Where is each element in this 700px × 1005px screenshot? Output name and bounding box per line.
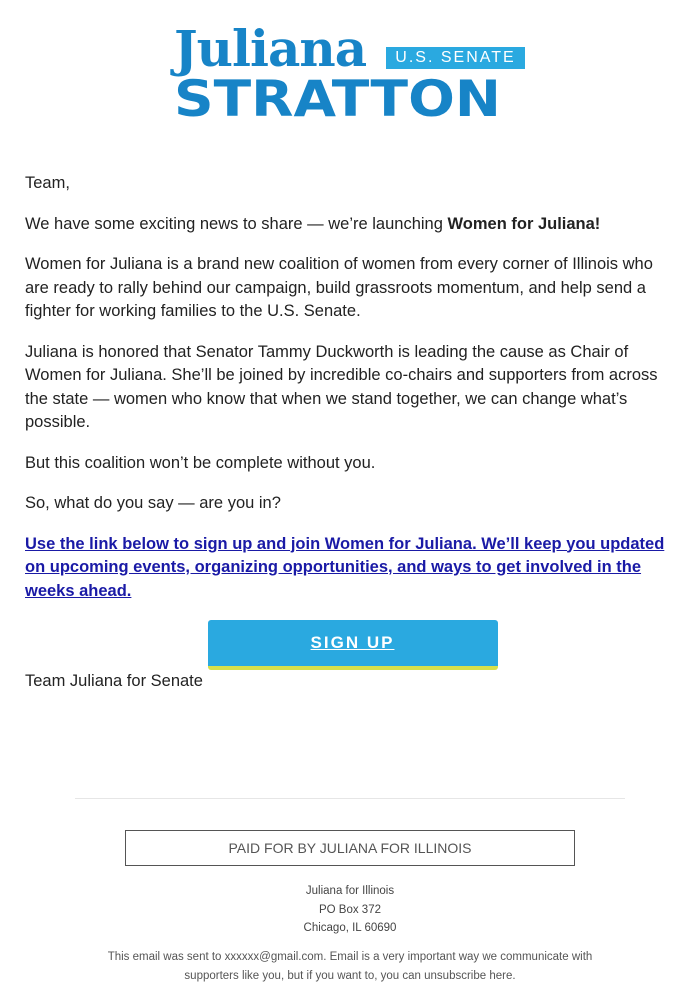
- paragraph-coalition: Women for Juliana is a brand new coalition of women from every corner of Illinois who are ready to rally behind our campaign, build grassroots momentum, and help send a fighter for working families to the U.S. Senate.: [25, 255, 653, 320]
- signup-link[interactable]: Use the link below to sign up and join Women for Juliana. We’ll keep you updated on upcoming events, organizing opportunities, and ways to get involved in the weeks ahead.: [25, 534, 665, 600]
- address-line-box: PO Box 372: [318, 903, 381, 916]
- logo-senate-badge: U.S. SENATE: [386, 47, 525, 69]
- signoff: Team Juliana for Senate: [25, 672, 203, 690]
- paid-for-disclaimer: PAID FOR BY JULIANA FOR ILLINOIS: [125, 830, 575, 866]
- campaign-logo: [174, 19, 529, 130]
- logo-first-name: Juliana: [174, 19, 367, 78]
- paragraph-complete: But this coalition won’t be complete without you.: [25, 453, 376, 472]
- button-container: [25, 620, 680, 670]
- sign-up-button[interactable]: SIGN UP: [208, 620, 498, 670]
- paragraph-chair: Juliana is honored that Senator Tammy Duckworth is leading the cause as Chair of Women for Juliana. She’ll be joined by incredible co-chairs and supporters from across the state — women who know that when we stand together, we can change what’s possible.: [25, 342, 658, 431]
- paragraph-announcement: [25, 213, 680, 237]
- announcement-text: We have some exciting news to share — we’re launching: [25, 214, 448, 233]
- email-body: [25, 172, 680, 711]
- address-line-org: Juliana for Illinois: [305, 885, 395, 897]
- logo-last-name: STRATTON: [174, 70, 501, 128]
- address-line-city: Chicago, IL 60690: [303, 922, 397, 934]
- email-notice: This email was sent to xxxxxx@gmail.com. Email is a very important way we communicate with supporters like you, but if you want to, you can unsubscribe here.: [107, 951, 593, 982]
- announcement-bold: Women for Juliana!: [447, 214, 601, 233]
- greeting: Team,: [25, 174, 70, 192]
- paragraph-question: So, what do you say — are you in?: [25, 494, 281, 512]
- footer-divider: [75, 798, 625, 799]
- mailing-address: [0, 882, 700, 938]
